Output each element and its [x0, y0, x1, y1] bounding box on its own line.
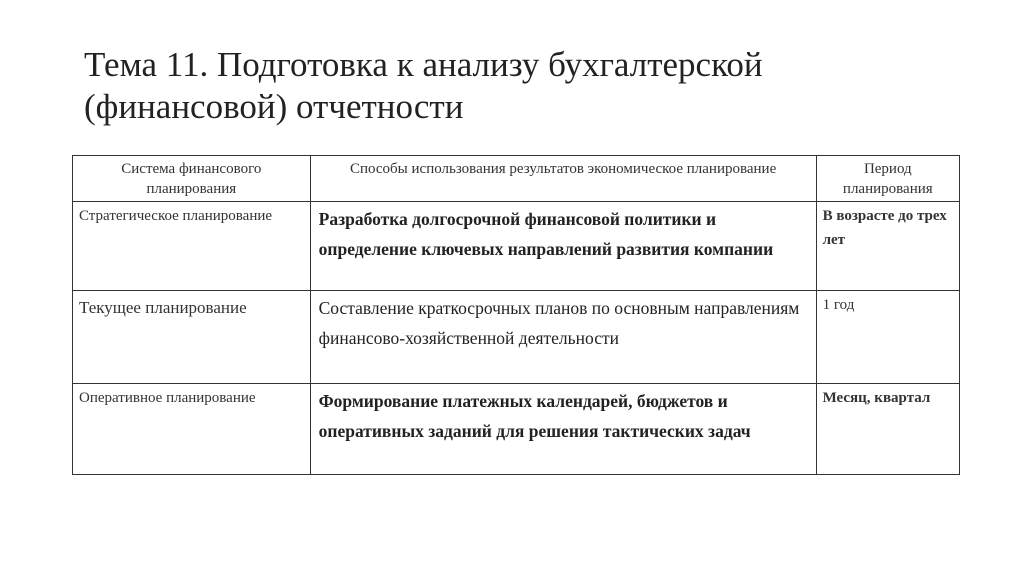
table-header-row	[73, 156, 960, 202]
header-period: Период планирования	[816, 156, 959, 202]
cell-methods: Формирование платежных календарей, бюджетов и оперативных заданий для решения тактических задач	[310, 384, 816, 475]
header-methods: Способы использования результатов экономическое планирование	[310, 156, 816, 202]
table-row	[73, 384, 960, 475]
cell-methods: Составление краткосрочных планов по основным направлениям финансово-хозяйственной деятельности	[310, 291, 816, 384]
cell-period: Месяц, квартал	[816, 384, 959, 475]
cell-period: 1 год	[816, 291, 959, 384]
cell-system: Стратегическое планирование	[73, 202, 311, 291]
planning-table	[72, 155, 960, 475]
table-row	[73, 202, 960, 291]
cell-period: В возрасте до трех лет	[816, 202, 959, 291]
slide-title-line-2: (финансовой) отчетности	[84, 87, 464, 126]
header-system: Система финансового планирования	[73, 156, 311, 202]
cell-system: Текущее планирование	[73, 291, 311, 384]
cell-methods: Разработка долгосрочной финансовой политики и определение ключевых направлений развития компании	[310, 202, 816, 291]
cell-system: Оперативное планирование	[73, 384, 311, 475]
slide-title	[84, 44, 944, 128]
table-row	[73, 291, 960, 384]
slide-title-line-1: Тема 11. Подготовка к анализу бухгалтерской	[84, 45, 763, 84]
